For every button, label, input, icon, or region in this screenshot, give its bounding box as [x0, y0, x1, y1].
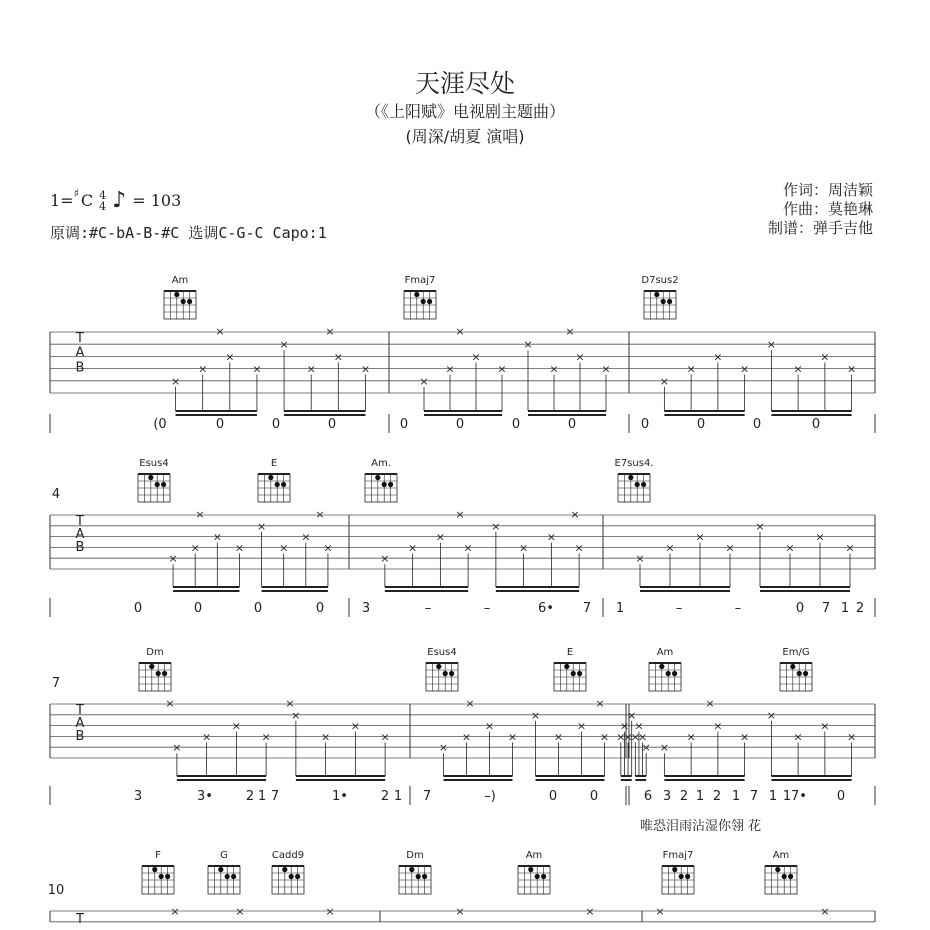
chord-dot — [790, 664, 795, 669]
numbered-note: 0 — [193, 601, 203, 616]
numbered-note: 1 — [840, 601, 850, 616]
numbered-note: –) — [484, 789, 496, 804]
chord-name: G — [220, 850, 228, 861]
numbered-note: 0 — [640, 417, 650, 432]
tab-pluck: × — [601, 362, 611, 376]
tab-pluck: × — [484, 719, 495, 733]
chord-name: Am — [772, 850, 790, 861]
tab-pluck: × — [445, 362, 455, 376]
tab-pluck: × — [619, 719, 630, 733]
tab-pluck: × — [325, 325, 335, 338]
tab-pluck: × — [847, 730, 857, 744]
tab-pluck: × — [665, 541, 675, 555]
tab-pluck: × — [695, 530, 705, 544]
chord-dot — [659, 664, 664, 669]
numbered-note: 1 — [393, 789, 403, 804]
tab-pluck: × — [576, 719, 587, 733]
tab-pluck: × — [225, 350, 235, 364]
numbered-note: 2 — [245, 789, 255, 804]
chord-dot — [803, 671, 808, 676]
tab-pluck: × — [333, 350, 343, 364]
chord-name: Am — [656, 647, 674, 658]
tab-pluck: × — [435, 530, 445, 544]
numbered-note: 1 — [695, 789, 705, 804]
numbered-note: 7 — [270, 789, 280, 804]
chord-dot — [231, 874, 236, 879]
tab-pluck: × — [215, 325, 225, 338]
chord-dot — [165, 874, 170, 879]
numbered-note: 2 — [712, 789, 722, 804]
tab-pluck: × — [315, 508, 325, 521]
song-subtitle: （《上阳赋》电视剧主题曲） — [364, 102, 565, 121]
performers: (周深/胡夏 演唱) — [405, 127, 525, 146]
numbered-note: 0 — [399, 417, 409, 432]
tab-pluck: × — [170, 905, 180, 918]
tab-pluck: × — [627, 708, 637, 722]
chord-dot — [672, 671, 677, 676]
tab-pluck: × — [165, 697, 175, 710]
numbered-note: 6• — [538, 601, 554, 616]
chord-dot — [628, 475, 633, 480]
tab-letter: T — [76, 703, 84, 718]
chord-dot — [564, 664, 569, 669]
tab-pluck: × — [234, 541, 245, 555]
chord-dot — [427, 299, 432, 304]
numbered-note: 3 — [662, 789, 672, 804]
tab-pluck: × — [713, 719, 723, 733]
chord-dot — [388, 482, 393, 487]
tab-pluck: × — [380, 730, 390, 744]
numbered-note: 0 — [315, 601, 325, 616]
tab-letter: B — [75, 728, 85, 744]
tab-pluck: × — [256, 519, 267, 533]
chord-name: E7sus4. — [614, 458, 654, 469]
tab-letter: B — [75, 360, 85, 376]
chord-dot — [421, 299, 426, 304]
numbered-note: 0 — [696, 417, 706, 432]
chord-name: Am — [171, 275, 189, 286]
numbered-note: 0 — [455, 417, 465, 432]
tab-pluck: × — [261, 730, 271, 744]
chord-name: Dm — [146, 647, 164, 658]
composer: 作曲：莫艳琳 — [782, 200, 873, 218]
tab-pluck: × — [321, 730, 331, 744]
chord-dot — [661, 299, 666, 304]
chord-dot — [679, 874, 684, 879]
tab-pluck: × — [845, 541, 855, 555]
tab-pluck: × — [323, 541, 333, 555]
tab-pluck: × — [755, 519, 765, 533]
numbered-note: 0 — [133, 601, 143, 616]
tab-pluck: × — [463, 541, 473, 555]
numbered-note: 0 — [795, 601, 805, 616]
chord-dot — [782, 874, 787, 879]
tab-pluck: × — [252, 362, 262, 376]
chord-dot — [187, 299, 192, 304]
chord-dot — [667, 299, 672, 304]
tab-pluck: × — [507, 730, 518, 744]
numbered-note: 3• — [197, 789, 213, 804]
tab-pluck: × — [497, 362, 507, 376]
chord-dot — [225, 874, 230, 879]
tab-pluck: × — [546, 530, 556, 544]
numbered-note: 0 — [327, 417, 337, 432]
measure-number: 7 — [51, 676, 61, 691]
tab-pluck: × — [530, 708, 541, 722]
tab-pluck: × — [575, 350, 585, 364]
tab-pluck: × — [350, 719, 360, 733]
tab-letter: T — [76, 331, 84, 346]
tab-pluck: × — [820, 905, 830, 918]
tab-pluck: × — [686, 362, 696, 376]
tab-pluck: × — [491, 519, 501, 533]
song-title: 天涯尽处 — [414, 69, 515, 98]
tab-pluck: × — [766, 338, 776, 352]
chord-name: D7sus2 — [641, 275, 679, 286]
tab-pluck: × — [455, 508, 465, 521]
chord-dot — [797, 671, 802, 676]
tab-pluck: × — [455, 905, 465, 918]
numbered-note: 1 — [257, 789, 267, 804]
tab-pluck: × — [419, 374, 429, 388]
chord-dot — [541, 874, 546, 879]
tab-pluck: × — [705, 697, 715, 710]
chord-dot — [641, 482, 646, 487]
tab-pluck: × — [793, 730, 803, 744]
tab-pluck: × — [461, 730, 472, 744]
chord-dot — [159, 874, 164, 879]
tab-pluck: × — [170, 374, 181, 388]
tab-pluck: × — [291, 708, 301, 722]
tab-pluck: × — [635, 552, 645, 566]
tab-pluck: × — [634, 719, 644, 733]
chord-dot — [155, 482, 160, 487]
numbered-note: 0 — [271, 417, 281, 432]
numbered-note: (0 — [153, 417, 167, 432]
numbered-note: 2 — [679, 789, 689, 804]
chord-name: Em/G — [782, 647, 810, 658]
chord-dot — [281, 482, 286, 487]
key-prefix: 1= — [50, 191, 74, 210]
tab-pluck: × — [212, 530, 222, 544]
sharp-icon: ♯ — [73, 187, 79, 200]
tab-pluck: × — [630, 730, 640, 744]
tab-pluck: × — [301, 530, 311, 544]
original-key: 原调:#C-bA-B-#C 选调C-G-C Capo:1 — [50, 224, 327, 242]
chord-dot — [788, 874, 793, 879]
transcriber: 制谱：弹手吉他 — [767, 219, 873, 237]
chord-dot — [443, 671, 448, 676]
numbered-note: 1• — [332, 789, 348, 804]
numbered-note: 2 — [380, 789, 390, 804]
tab-pluck: × — [465, 697, 475, 710]
chord-name: Am — [525, 850, 543, 861]
chord-name: Cadd9 — [271, 850, 305, 861]
chord-dot — [382, 482, 387, 487]
tab-pluck: × — [740, 362, 750, 376]
chord-dot — [535, 874, 540, 879]
tab-pluck: × — [570, 508, 580, 521]
tab-pluck: × — [623, 730, 633, 744]
tab-pluck: × — [793, 362, 803, 376]
tab-pluck: × — [659, 374, 669, 388]
numbered-note: – — [675, 601, 683, 616]
tab-pluck: × — [820, 350, 830, 364]
tab-pluck: × — [279, 338, 289, 352]
chord-dot — [181, 299, 186, 304]
chord-dot — [218, 867, 223, 872]
tab-pluck: × — [659, 741, 669, 755]
chord-dot — [289, 874, 294, 879]
chord-name: E — [270, 458, 278, 469]
chord-dot — [174, 292, 179, 297]
numbered-note: 7• — [791, 789, 807, 804]
chord-dot — [409, 867, 414, 872]
chord-dot — [436, 664, 441, 669]
tab-pluck: × — [785, 541, 795, 555]
numbered-note: 3 — [133, 789, 143, 804]
chord-dot — [149, 664, 154, 669]
tab-letter: B — [75, 539, 85, 555]
chord-name: Fmaj7 — [662, 850, 694, 861]
chord-dot — [375, 475, 380, 480]
tab-pluck: × — [519, 541, 529, 555]
tab-letter: A — [75, 345, 85, 361]
chord-dot — [162, 671, 167, 676]
numbered-note: 7 — [749, 789, 759, 804]
tab-pluck: × — [380, 552, 390, 566]
tab-pluck: × — [595, 697, 605, 710]
measure-number: 4 — [51, 487, 61, 502]
tab-pluck: × — [725, 541, 735, 555]
tab-pluck: × — [574, 541, 584, 555]
tab-pluck: × — [740, 730, 750, 744]
tab-pluck: × — [285, 697, 295, 710]
chord-dot — [775, 867, 780, 872]
tab-pluck: × — [455, 325, 465, 338]
key-note: C — [80, 191, 94, 210]
tab-pluck: × — [360, 362, 371, 376]
numbered-note: – — [734, 601, 742, 616]
tab-pluck: × — [599, 730, 610, 744]
chord-dot — [268, 475, 273, 480]
chord-dot — [666, 671, 671, 676]
numbered-note: 1 — [768, 789, 778, 804]
tab-pluck: × — [686, 730, 696, 744]
tab-pluck: × — [168, 552, 178, 566]
chord-name: Am. — [371, 458, 391, 469]
tab-pluck: × — [195, 508, 205, 521]
tab-pluck: × — [616, 730, 626, 744]
chord-dot — [414, 292, 419, 297]
measure-number: 10 — [47, 883, 65, 898]
time-signature: 4 4 — [99, 188, 107, 213]
chord-name: Fmaj7 — [404, 275, 436, 286]
tab-pluck: × — [820, 719, 830, 733]
eighth-note-icon: ♪ — [112, 188, 127, 213]
chord-name: Esus4 — [139, 458, 169, 469]
numbered-note: 0 — [752, 417, 762, 432]
tab-letter: A — [75, 526, 85, 542]
chord-dot — [528, 867, 533, 872]
chord-dot — [654, 292, 659, 297]
tab-pluck: × — [172, 741, 182, 755]
chord-name: E — [566, 647, 574, 658]
chord-dot — [635, 482, 640, 487]
tab-pluck: × — [279, 541, 289, 555]
chord-name: Esus4 — [427, 647, 457, 658]
tab-pluck: × — [523, 338, 533, 352]
tab-pluck: × — [565, 325, 575, 338]
tab-pluck: × — [655, 905, 665, 918]
tab-letter: A — [75, 715, 85, 731]
chord-name: Dm — [406, 850, 424, 861]
chord-dot — [275, 482, 280, 487]
tab-pluck: × — [585, 905, 595, 918]
numbered-note: 6 — [643, 789, 653, 804]
tab-pluck: × — [202, 730, 212, 744]
chord-dot — [449, 671, 454, 676]
chord-dot — [577, 671, 582, 676]
chord-dot — [161, 482, 166, 487]
chord-dot — [416, 874, 421, 879]
tab-pluck: × — [198, 362, 208, 376]
numbered-note: 7 — [821, 601, 831, 616]
numbered-note: 3 — [361, 601, 371, 616]
numbered-note: 0 — [215, 417, 225, 432]
tab-pluck: × — [713, 350, 723, 364]
tab-pluck: × — [847, 362, 857, 376]
tab-pluck: × — [325, 905, 335, 918]
chord-dot — [152, 867, 157, 872]
tempo: = 103 — [132, 191, 182, 210]
tab-pluck: × — [549, 362, 559, 376]
tab-pluck: × — [231, 719, 241, 733]
chord-dot — [571, 671, 576, 676]
lyrics-line: 唯恐泪雨沾湿你翎 花 — [640, 819, 762, 834]
numbered-note: 0 — [567, 417, 577, 432]
numbered-note: 0 — [253, 601, 263, 616]
tab-letter: T — [76, 912, 84, 927]
numbered-note: – — [483, 601, 491, 616]
tab-pluck: × — [408, 541, 418, 555]
numbered-note: 7 — [422, 789, 432, 804]
chord-dot — [156, 671, 161, 676]
chord-dot — [672, 867, 677, 872]
numbered-note: 1 — [615, 601, 625, 616]
tab-pluck: × — [306, 362, 316, 376]
numbered-note: – — [424, 601, 432, 616]
tab-pluck: × — [641, 741, 651, 755]
numbered-note: 0 — [511, 417, 521, 432]
tab-pluck: × — [438, 741, 449, 755]
tab-pluck: × — [815, 530, 825, 544]
numbered-note: 0 — [836, 789, 846, 804]
numbered-note: 1 — [731, 789, 741, 804]
tab-pluck: × — [190, 541, 200, 555]
numbered-note: 0 — [589, 789, 599, 804]
chord-name: F — [155, 850, 161, 861]
tab-pluck: × — [766, 708, 776, 722]
chord-dot — [422, 874, 427, 879]
numbered-note: 7 — [582, 601, 592, 616]
numbered-note: 2 — [855, 601, 865, 616]
numbered-note: 0 — [811, 417, 821, 432]
tab-letter: T — [76, 514, 84, 529]
tab-pluck: × — [553, 730, 564, 744]
chord-dot — [148, 475, 153, 480]
numbered-note: 0 — [548, 789, 558, 804]
numbered-note: 1 — [782, 789, 792, 804]
tab-pluck: × — [471, 350, 481, 364]
chord-dot — [282, 867, 287, 872]
chord-dot — [685, 874, 690, 879]
tab-pluck: × — [637, 730, 648, 744]
chord-dot — [295, 874, 300, 879]
lyricist: 作词：周洁颖 — [782, 181, 873, 199]
tab-pluck: × — [235, 905, 245, 918]
